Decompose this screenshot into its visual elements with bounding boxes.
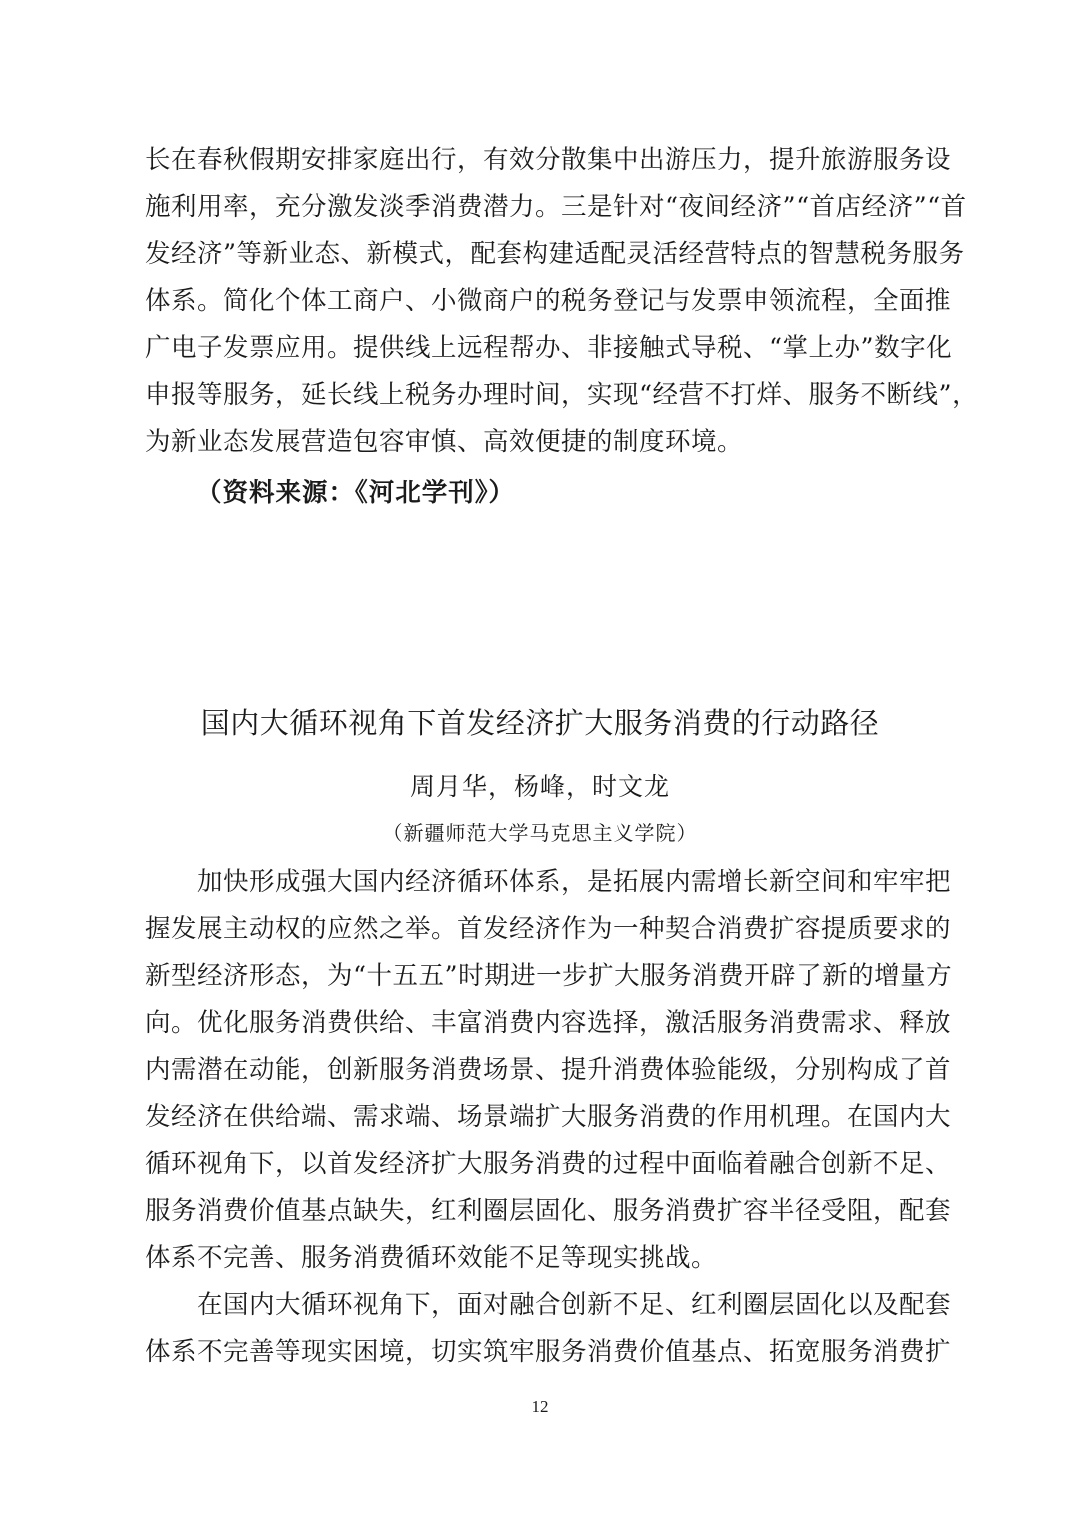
text-line: 握发展主动权的应然之举。首发经济作为一种契合消费扩容提质要求的	[145, 914, 952, 944]
article-title: 国内大循环视角下首发经济扩大服务消费的行动路径	[200, 706, 880, 740]
text-line: 在国内大循环视角下，面对融合创新不足、红利圈层固化以及配套	[197, 1290, 952, 1320]
article-authors: 周月华，杨峰，时文龙	[409, 772, 670, 801]
text-line: 循环视角下，以首发经济扩大服务消费的过程中面临着融合创新不足、	[145, 1149, 952, 1179]
text-line: 内需潜在动能，创新服务消费场景、提升消费体验能级，分别构成了首	[145, 1055, 952, 1085]
text-line: 发经济”等新业态、新模式，配套构建适配灵活经营特点的智慧税务服务	[145, 239, 965, 269]
text-line: 体系。简化个体工商户、小微商户的税务登记与发票申领流程，全面推	[145, 286, 952, 316]
page-number: 12	[531, 1397, 549, 1416]
paragraph-2	[145, 1282, 952, 1376]
text-line: 向。优化服务消费供给、丰富消费内容选择，激活服务消费需求、释放	[145, 1008, 952, 1038]
text-line: 体系不完善、服务消费循环效能不足等现实挑战。	[145, 1243, 718, 1273]
article-affiliation: （新疆师范大学马克思主义学院）	[382, 821, 698, 845]
text-line: 体系不完善等现实困境，切实筑牢服务消费价值基点、拓宽服务消费扩	[145, 1337, 952, 1367]
text-line: 为新业态发展营造包容审慎、高效便捷的制度环境。	[145, 427, 744, 457]
paragraph-1	[145, 859, 953, 1282]
text-line: 广电子发票应用。提供线上远程帮办、非接触式导税、“掌上办”数字化	[145, 333, 953, 363]
previous-article-text	[145, 137, 979, 466]
text-line: 施利用率，充分激发淡季消费潜力。三是针对“夜间经济”“首店经济”“首	[145, 192, 967, 222]
text-line: 发经济在供给端、需求端、场景端扩大服务消费的作用机理。在国内大	[145, 1102, 952, 1132]
source-citation: （资料来源：《河北学刊》）	[196, 478, 516, 508]
text-line: 服务消费价值基点缺失，红利圈层固化、服务消费扩容半径受阻，配套	[145, 1196, 952, 1226]
text-line: 加快形成强大国内经济循环体系，是拓展内需增长新空间和牢牢把	[197, 867, 952, 897]
text-line: 新型经济形态，为“十五五”时期进一步扩大服务消费开辟了新的增量方	[145, 961, 953, 991]
text-line: 长在春秋假期安排家庭出行，有效分散集中出游压力，提升旅游服务设	[145, 145, 952, 175]
text-line: 申报等服务，延长线上税务办理时间，实现“经营不打烊、服务不断线”，	[145, 380, 979, 410]
